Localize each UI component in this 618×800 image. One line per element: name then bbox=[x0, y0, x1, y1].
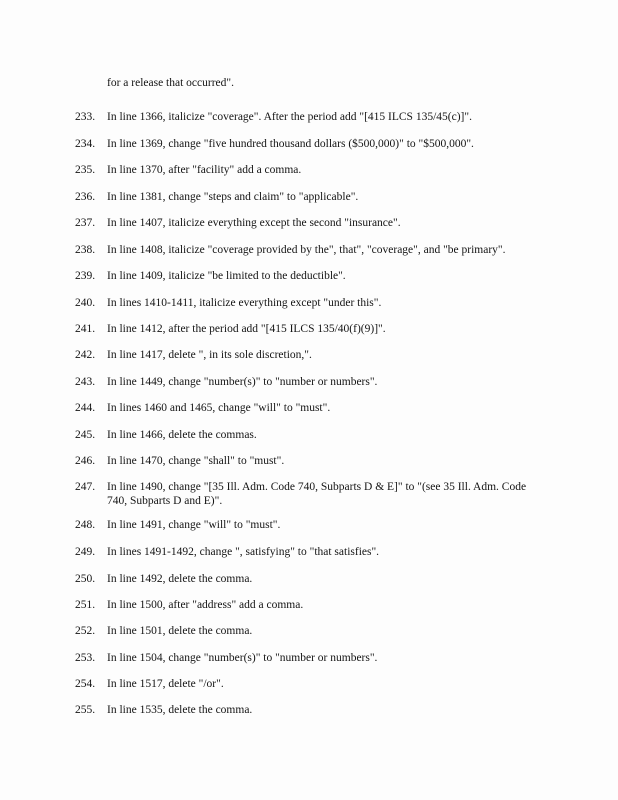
item-text: In line 1492, delete the comma. bbox=[107, 573, 253, 585]
item-number: 235. bbox=[75, 164, 96, 176]
item-text: In line 1504, change "number(s)" to "number or numbers". bbox=[107, 652, 378, 664]
item-number: 252. bbox=[75, 625, 96, 637]
item-number: 234. bbox=[75, 138, 96, 150]
item-number: 240. bbox=[75, 297, 96, 309]
item-number: 242. bbox=[75, 349, 96, 361]
item-number: 241. bbox=[75, 323, 96, 335]
item-number: 253. bbox=[75, 652, 96, 664]
item-text: In line 1366, italicize "coverage". After the period add "[415 ILCS 135/45(c)]". bbox=[107, 111, 472, 123]
item-number: 247. bbox=[75, 481, 96, 493]
item-text: In lines 1491-1492, change ", satisfying" to "that satisfies". bbox=[107, 546, 380, 558]
item-text: In line 1501, delete the comma. bbox=[107, 625, 253, 637]
item-number: 249. bbox=[75, 546, 96, 558]
item-text: In line 1409, italicize "be limited to the deductible". bbox=[107, 270, 346, 282]
item-number: 251. bbox=[75, 599, 96, 611]
item-text: In line 1470, change "shall" to "must". bbox=[107, 455, 285, 467]
item-text: In line 1490, change "[35 Ill. Adm. Code 740, Subparts D & E]" to "(see 35 Ill. Adm. Code 740, Subparts D and E)". bbox=[107, 481, 527, 507]
item-number: 243. bbox=[75, 376, 96, 388]
item-text: In line 1500, after "address" add a comma. bbox=[107, 599, 304, 611]
item-text: In line 1369, change "five hundred thousand dollars ($500,000)" to "$500,000". bbox=[107, 138, 474, 150]
item-text: In line 1412, after the period add "[415 ILCS 135/40(f)(9)]". bbox=[107, 323, 386, 335]
item-text: In line 1466, delete the commas. bbox=[107, 429, 257, 441]
item-number: 246. bbox=[75, 455, 96, 467]
item-number: 236. bbox=[75, 191, 96, 203]
item-text: In lines 1410-1411, italicize everything except "under this". bbox=[107, 297, 382, 309]
item-text: In line 1417, delete ", in its sole discretion,". bbox=[107, 349, 312, 361]
item-text: In line 1370, after "facility" add a comma. bbox=[107, 164, 302, 176]
item-number: 248. bbox=[75, 519, 96, 531]
item-number: 238. bbox=[75, 244, 96, 256]
item-number: 239. bbox=[75, 270, 96, 282]
item-text: In line 1407, italicize everything except the second "insurance". bbox=[107, 217, 401, 229]
item-number: 254. bbox=[75, 678, 96, 690]
item-text: In lines 1460 and 1465, change "will" to "must". bbox=[107, 402, 331, 414]
item-number: 237. bbox=[75, 217, 96, 229]
item-number: 255. bbox=[75, 704, 96, 716]
item-number: 233. bbox=[75, 111, 96, 123]
item-text: In line 1491, change "will" to "must". bbox=[107, 519, 281, 531]
continuation-text: for a release that occurred". bbox=[107, 77, 234, 89]
item-text: In line 1408, italicize "coverage provided by the", that", "coverage", and "be primary". bbox=[107, 244, 506, 256]
item-number: 244. bbox=[75, 402, 96, 414]
item-text: In line 1517, delete "/or". bbox=[107, 678, 224, 690]
item-text: In line 1381, change "steps and claim" to "applicable". bbox=[107, 191, 359, 203]
item-text: In line 1449, change "number(s)" to "number or numbers". bbox=[107, 376, 378, 388]
item-number: 250. bbox=[75, 573, 96, 585]
item-text: In line 1535, delete the comma. bbox=[107, 704, 253, 716]
item-number: 245. bbox=[75, 429, 96, 441]
